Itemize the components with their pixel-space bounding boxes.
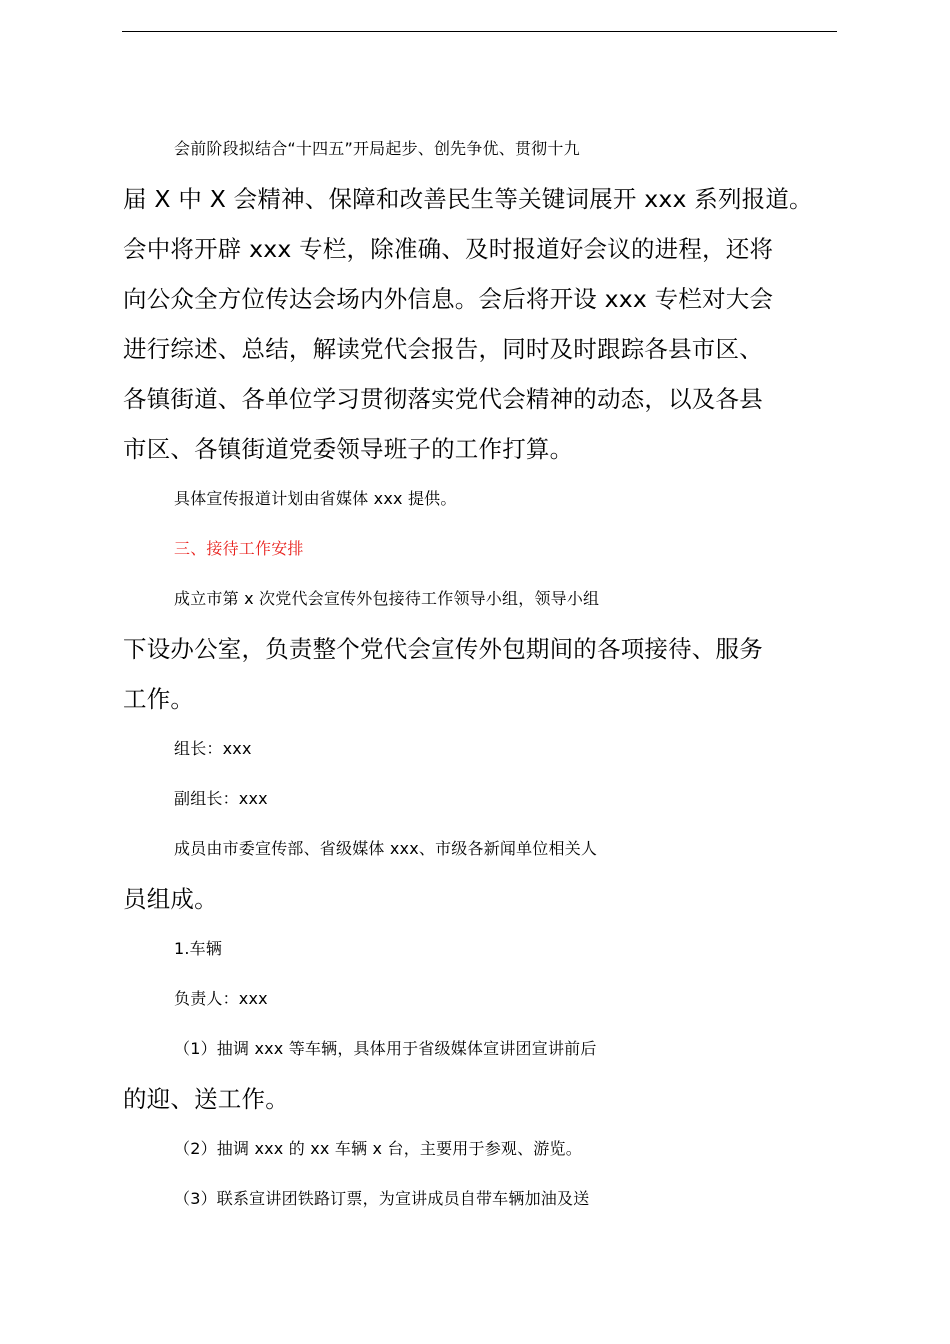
- paragraph-line: 成立市第 x 次党代会宣传外包接待工作领导小组，领导小组: [174, 589, 600, 608]
- paragraph-line: 工作。: [123, 685, 195, 713]
- paragraph-line: 的迎、送工作。: [123, 1085, 289, 1113]
- paragraph-line: 成员由市委宣传部、省级媒体 xxx、市级各新闻单位相关人: [174, 839, 598, 858]
- list-item: （2）抽调 xxx 的 xx 车辆 x 台，主要用于参观、游览。: [174, 1139, 582, 1158]
- paragraph-line: 会前阶段拟结合“十四五”开局起步、创先争优、贯彻十九: [174, 139, 580, 158]
- header-rule: [122, 31, 837, 32]
- paragraph-line: 届 X 中 X 会精神、保障和改善民生等关键词展开 xxx 系列报道。: [123, 185, 813, 213]
- deputy-leader-line: 副组长：xxx: [174, 789, 268, 808]
- paragraph-line: 员组成。: [123, 885, 218, 913]
- paragraph-line: 各镇街道、各单位学习贯彻落实党代会精神的动态，以及各县: [123, 385, 763, 413]
- document-body: [123, 124, 839, 1224]
- responsible-person-line: 负责人：xxx: [174, 989, 268, 1008]
- paragraph-line: 会中将开辟 xxx 专栏，除准确、及时报道好会议的进程，还将: [123, 235, 774, 263]
- paragraph-line: 向公众全方位传达会场内外信息。会后将开设 xxx 专栏对大会: [123, 285, 774, 313]
- list-item: （3）联系宣讲团铁路订票，为宣讲成员自带车辆加油及送: [174, 1189, 590, 1208]
- subsection-title: 1.车辆: [174, 939, 223, 958]
- list-item: （1）抽调 xxx 等车辆，具体用于省级媒体宣讲团宣讲前后: [174, 1039, 597, 1058]
- paragraph-line: 具体宣传报道计划由省媒体 xxx 提供。: [174, 489, 457, 508]
- leader-line: 组长：xxx: [174, 739, 252, 758]
- paragraph-line: 进行综述、总结，解读党代会报告，同时及时跟踪各县市区、: [123, 335, 763, 363]
- paragraph-line: 市区、各镇街道党委领导班子的工作打算。: [123, 435, 574, 463]
- paragraph-line: 下设办公室，负责整个党代会宣传外包期间的各项接待、服务: [123, 635, 763, 663]
- section-heading: 三、接待工作安排: [174, 539, 304, 558]
